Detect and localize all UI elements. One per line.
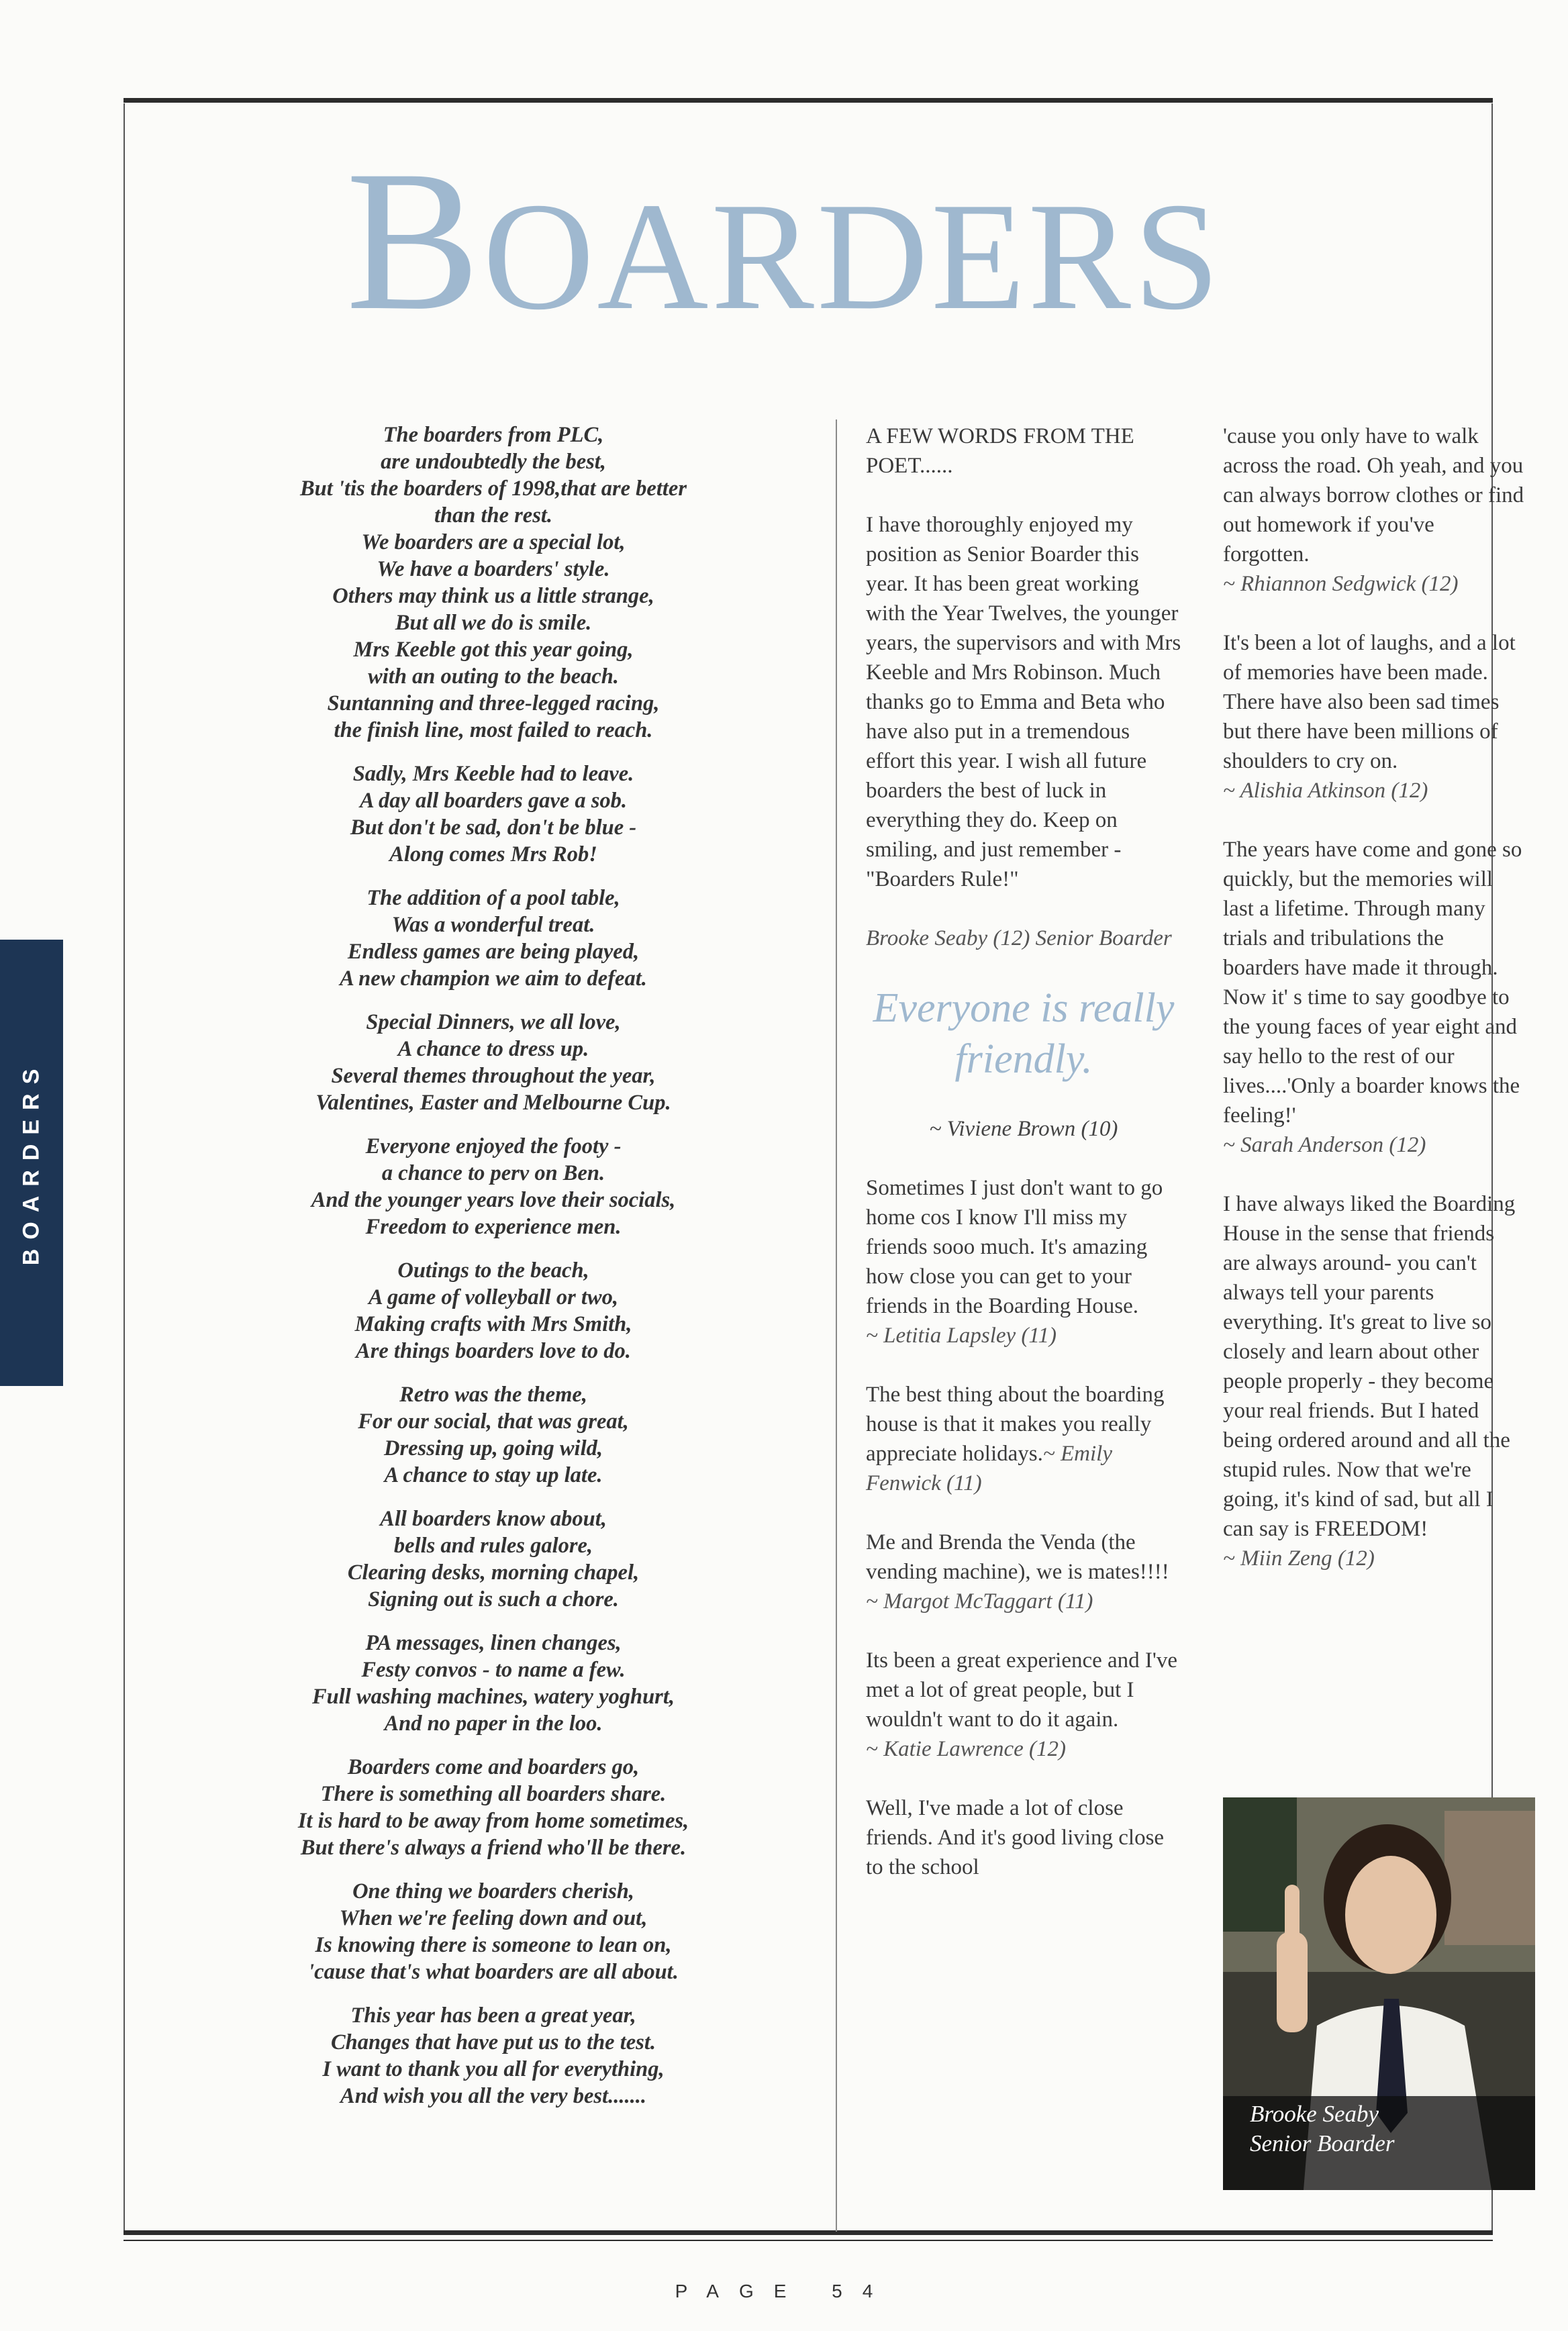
poem-line: PA messages, linen changes, — [365, 1631, 622, 1655]
caption-role: Senior Boarder — [1250, 2130, 1395, 2156]
poem-line: But there's always a friend who'll be there. — [300, 1836, 687, 1860]
quote-text: The years have come and gone so quickly, but the memories will last a lifetime. Through many trials and tribulations the boarders have made it through. Now it' s time to say goodbye to the young faces of year eight and say hello to the rest of our lives....'Only a boarder knows the feeling!' — [1223, 838, 1522, 1128]
quote-author: ~ Rhiannon Sedgwick (12) — [1223, 572, 1459, 596]
poem-stanza — [218, 1381, 769, 1489]
poem-line: This year has been a great year, — [350, 2003, 636, 2028]
quote-author: ~ Emily Fenwick (11) — [866, 1442, 1112, 1495]
poem-line: We boarders are a special lot, — [361, 530, 626, 554]
poem-line: Full washing machines, watery yoghurt, — [312, 1685, 675, 1709]
poem-line: All boarders know about, — [380, 1507, 607, 1531]
section-side-tab — [0, 940, 63, 1386]
poem-line: Others may think us a little strange, — [332, 584, 654, 608]
quote-author: ~ Katie Lawrence (12) — [866, 1737, 1066, 1761]
poem-stanza — [218, 1754, 769, 1861]
bottom-rule-thin — [124, 2240, 1493, 2241]
boarder-quote — [866, 1528, 1181, 1616]
poem-line: The addition of a pool table, — [366, 886, 620, 910]
poem-line: And the younger years love their socials, — [311, 1188, 676, 1212]
poem-stanza — [218, 1505, 769, 1613]
quote-text: Sometimes I just don't want to go home cos I know I'll miss my friends sooo much. It's amazing how close you can get to your friends in the Boarding House. — [866, 1176, 1163, 1318]
poem-stanza — [218, 2002, 769, 2110]
boarder-quote — [866, 1793, 1181, 1882]
poem-stanza — [218, 1009, 769, 1116]
poem-line: Is knowing there is someone to lean on, — [315, 1933, 672, 1957]
poem-line: Changes that have put us to the test. — [331, 2030, 656, 2054]
photo-caption — [1250, 2099, 1395, 2159]
quote-text: Its been a great experience and I've met a lot of great people, but I wouldn't want to do it again. — [866, 1648, 1178, 1732]
poem-line: with an outing to the beach. — [368, 664, 619, 689]
poem-line: Suntanning and three-legged racing, — [327, 691, 660, 715]
poem-line: bells and rules galore, — [393, 1534, 593, 1558]
poem-line: And no paper in the loo. — [384, 1712, 603, 1736]
poem-line: And wish you all the very best....... — [340, 2084, 646, 2108]
quote-author: ~ Miin Zeng (12) — [1223, 1546, 1375, 1571]
poem-line: When we're feeling down and out, — [339, 1906, 648, 1930]
poem-line: But all we do is smile. — [395, 611, 592, 635]
poem-line: Making crafts with Mrs Smith, — [354, 1312, 632, 1336]
poem-line: I want to thank you all for everything, — [322, 2057, 665, 2081]
poem-stanza — [218, 1133, 769, 1240]
boarder-quote — [866, 1173, 1181, 1350]
poem-line: Signing out is such a chore. — [368, 1587, 619, 1611]
page-title: BOARDERS — [346, 129, 1222, 352]
poem-line: Outings to the beach, — [397, 1258, 589, 1283]
bottom-rule-thick — [124, 2230, 1493, 2235]
pull-quote-author: ~ Viviene Brown (10) — [929, 1117, 1118, 1141]
quote-text: 'cause you only have to walk across the road. Oh yeah, and you can always borrow clothes or find out homework if you've forgotten. — [1223, 424, 1524, 566]
quote-author: ~ Margot McTaggart (11) — [866, 1589, 1093, 1614]
poem-line: Clearing desks, morning chapel, — [347, 1560, 640, 1585]
quote-text: It's been a lot of laughs, and a lot of memories have been made. There have also been sad times but there have been millions of shoulders to cry on. — [1223, 631, 1516, 773]
poem-line: Was a wonderful treat. — [391, 913, 595, 937]
boarder-quote — [866, 1380, 1181, 1498]
poem-line: Endless games are being played, — [347, 940, 640, 964]
poem — [218, 421, 769, 2126]
poem-line: But 'tis the boarders of 1998,that are better — [299, 477, 687, 501]
poem-line: It is hard to be away from home sometimes, — [297, 1809, 689, 1833]
poem-line: One thing we boarders cherish, — [352, 1879, 634, 1903]
quote-author: ~ Alishia Atkinson (12) — [1223, 779, 1428, 803]
quote-author: ~ Letitia Lapsley (11) — [866, 1324, 1057, 1348]
poem-line: the finish line, most failed to reach. — [334, 718, 653, 742]
column-divider — [836, 419, 837, 2232]
poem-line: are undoubtedly the best, — [381, 450, 606, 474]
poem-stanza — [218, 885, 769, 992]
message-signature: Brooke Seaby (12) Senior Boarder — [866, 926, 1172, 950]
poem-stanza — [218, 421, 769, 744]
pull-quote: Everyone is really friendly. — [873, 985, 1175, 1082]
caption-name: Brooke Seaby — [1250, 2101, 1379, 2127]
poem-line: Mrs Keeble got this year going, — [353, 638, 634, 662]
poem-stanza — [218, 1630, 769, 1737]
boarder-quote — [1223, 628, 1525, 805]
boarder-quote — [1223, 421, 1525, 599]
poem-line: A game of volleyball or two, — [369, 1285, 618, 1309]
boarder-quote — [1223, 1189, 1525, 1573]
poem-line: Everyone enjoyed the footy - — [365, 1134, 622, 1158]
poem-line: A chance to stay up late. — [384, 1463, 603, 1487]
poet-heading: A FEW WORDS FROM THE POET...... — [866, 424, 1134, 478]
poem-line: We have a boarders' style. — [377, 557, 610, 581]
boarder-quote — [866, 1646, 1181, 1764]
poem-line: Valentines, Easter and Melbourne Cup. — [315, 1091, 671, 1115]
poem-line: Special Dinners, we all love, — [366, 1010, 621, 1034]
poem-line: than the rest. — [434, 503, 553, 528]
middle-column — [866, 421, 1181, 1912]
top-rule-thick — [124, 98, 1493, 103]
quote-text: Well, I've made a lot of close friends. And it's good living close to the school — [866, 1796, 1165, 1879]
poem-line: Several themes throughout the year, — [331, 1064, 656, 1088]
section-side-tab-label: BOARDERS — [18, 1059, 44, 1266]
poem-line: A day all boarders gave a sob. — [359, 789, 628, 813]
quote-text: I have always liked the Boarding House in the sense that friends are always around- you can't always tell your parents everything. It's great to live so closely and learn about other people properly - they become your real friends. But I hated being ordered around and all the stupid rules. Now that we're going, it's kind of sad, but all I can say is FREEDOM! — [1223, 1192, 1516, 1541]
poem-line: Sadly, Mrs Keeble had to leave. — [352, 762, 634, 786]
poem-line: Along comes Mrs Rob! — [389, 842, 597, 866]
poem-stanza — [218, 760, 769, 868]
poem-line: Freedom to experience men. — [365, 1215, 622, 1239]
poem-line: Are things boarders love to do. — [356, 1339, 631, 1363]
poem-line: There is something all boarders share. — [320, 1782, 667, 1806]
poem-line: A new champion we aim to defeat. — [340, 966, 647, 991]
senior-boarder-message — [866, 510, 1181, 894]
quote-author: ~ Sarah Anderson (12) — [1223, 1133, 1426, 1157]
poem-stanza — [218, 1878, 769, 1985]
poem-line: Dressing up, going wild, — [384, 1436, 603, 1460]
poem-line: Boarders come and boarders go, — [347, 1755, 640, 1779]
poem-line: But don't be sad, don't be blue - — [350, 815, 637, 840]
page-number: PAGE 54 — [675, 2281, 893, 2301]
poem-line: a chance to perv on Ben. — [381, 1161, 605, 1185]
poem-line: Festy convos - to name a few. — [361, 1658, 626, 1682]
quote-text: Me and Brenda the Venda (the vending machine), we is mates!!!! — [866, 1530, 1169, 1584]
message-text: I have thoroughly enjoyed my position as Senior Boarder this year. It has been great working with the Year Twelves, the younger years, the supervisors and with Mrs Keeble and Mrs Robinson. Much thanks go to Emma and Beta who have also put in a tremendous effort this year. I wish all future boarders the best of luck in everything they do. Keep on smiling, and just remember - "Boarders Rule!" — [866, 513, 1181, 891]
poem-line: A chance to dress up. — [397, 1037, 589, 1061]
poem-stanza — [218, 1257, 769, 1365]
poem-line: 'cause that's what boarders are all about. — [308, 1960, 679, 1984]
boarder-quote — [1223, 835, 1525, 1160]
right-column — [1223, 421, 1525, 1603]
poem-line: For our social, that was great, — [358, 1409, 629, 1434]
poem-line: Retro was the theme, — [399, 1383, 587, 1407]
quote-text: The best thing about the boarding house is that it makes you really appreciate holidays. — [866, 1383, 1165, 1466]
poem-line: The boarders from PLC, — [383, 423, 604, 447]
